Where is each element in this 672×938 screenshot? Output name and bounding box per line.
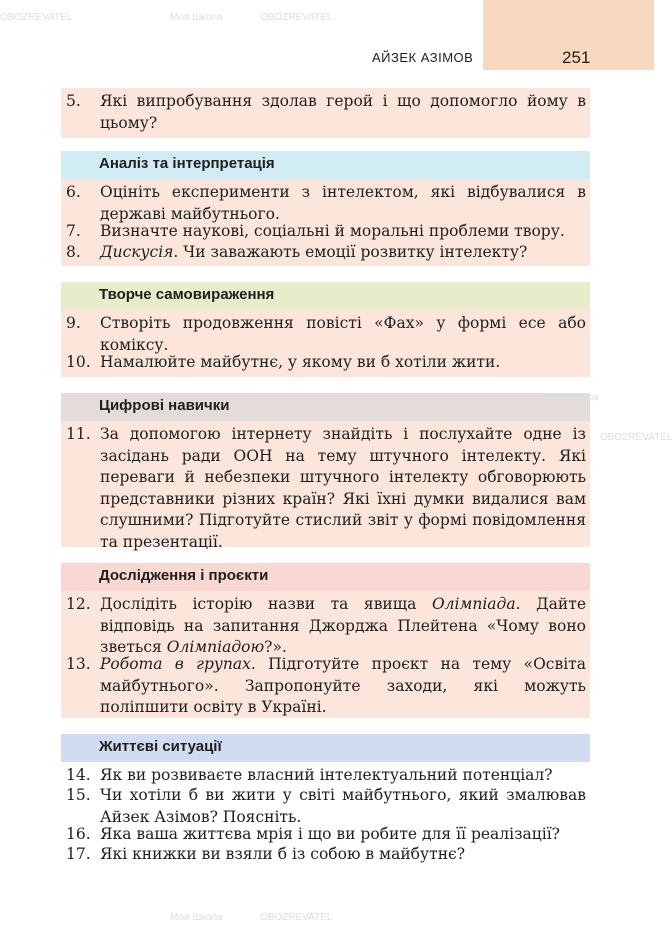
question-number: 5. bbox=[66, 92, 81, 110]
question-number: 12. bbox=[66, 595, 91, 613]
question-number: 6. bbox=[66, 183, 81, 201]
question-text: Чи хотіли б ви жити у світі майбутнього, який змалював Айзек Азімов? Поясніть. bbox=[100, 786, 586, 826]
question-text-rest: . Чи заважають емоції розвитку інтелекту? bbox=[173, 243, 528, 261]
section-title-creative: Творче самовираження bbox=[99, 286, 275, 303]
question-text: Які випробування здолав герой і що допомогло йому в цьому? bbox=[100, 92, 586, 132]
watermark: Моя Школа bbox=[546, 392, 599, 403]
section-title-life: Життєві ситуації bbox=[99, 738, 222, 755]
question-text: Яка ваша життєва мрія і що ви робите для її реалізації? bbox=[100, 825, 560, 843]
question-number: 10. bbox=[66, 353, 91, 371]
section-title-research: Дослідження і проєкти bbox=[99, 567, 269, 584]
page-number: 251 bbox=[562, 48, 591, 67]
question-text bbox=[100, 242, 586, 264]
question-text-rest: . Підготуйте проєкт на тему «Освіта майбутнього». Запропонуйте заходи, які можуть поліпшити освіту в Україні. bbox=[100, 655, 586, 716]
section-title-digital: Цифрові навички bbox=[99, 397, 230, 414]
question-number: 16. bbox=[66, 825, 91, 843]
question-number: 13. bbox=[66, 655, 91, 673]
watermark: OBOZREVATEL bbox=[260, 912, 333, 923]
question-emphasis: Олімпіада bbox=[431, 595, 516, 613]
question-text: Намалюйте майбутнє, у якому ви б хотіли жити. bbox=[100, 353, 501, 371]
question-text bbox=[100, 654, 586, 719]
question-emphasis: Робота в групах bbox=[100, 655, 251, 673]
question-text-part: ?». bbox=[264, 638, 287, 656]
question-text: Створіть продовження повісті «Фах» у формі есе або коміксу. bbox=[100, 314, 586, 354]
question-emphasis: Олімпіадою bbox=[166, 638, 265, 656]
question-text-part: Дослідіть історію назви та явища bbox=[100, 595, 432, 613]
question-number: 11. bbox=[66, 425, 91, 443]
watermark: Моя Школа bbox=[170, 912, 223, 923]
section-title-analysis: Аналіз та інтерпретація bbox=[99, 155, 275, 172]
question-number: 8. bbox=[66, 243, 81, 261]
watermark: OBOZREVATEL bbox=[600, 432, 672, 443]
running-header: АЙЗЕК АЗІМОВ bbox=[372, 50, 474, 65]
question-emphasis: Дискусія bbox=[100, 243, 174, 261]
watermark: OBOZREVATEL bbox=[260, 12, 333, 23]
question-number: 14. bbox=[66, 766, 91, 784]
question-text: Оцініть експерименти з інтелектом, які відбувалися в державі майбутнього. bbox=[100, 183, 586, 223]
question-text: Як ви розвиваєте власний інтелектуальний потенціал? bbox=[100, 766, 553, 784]
watermark: OBOZREVATEL bbox=[0, 12, 73, 23]
question-number: 9. bbox=[66, 314, 81, 332]
question-text: Які книжки ви взяли б із собою в майбутнє? bbox=[100, 845, 466, 863]
question-text: За допомогою інтернету знайдіть і послухайте одне із засідань ради ООН на тему штучного інтелекту. Які переваги й небезпеки штучного інтелекту обговорюють представники різних країн? Які їхні думки видалися вам слушними? Підготуйте стислий звіт у формі повідомлення та презентації. bbox=[100, 425, 586, 551]
question-text bbox=[100, 594, 586, 659]
watermark: Моя Школа bbox=[170, 12, 223, 23]
question-number: 17. bbox=[66, 845, 91, 863]
question-text-part: . Дайте відповідь на запитання Джорджа Плейтена «Чому воно зветься bbox=[100, 595, 587, 656]
question-text: Визначте наукові, соціальні й моральні проблеми твору. bbox=[100, 222, 565, 240]
question-number: 7. bbox=[66, 222, 81, 240]
question-number: 15. bbox=[66, 786, 91, 804]
